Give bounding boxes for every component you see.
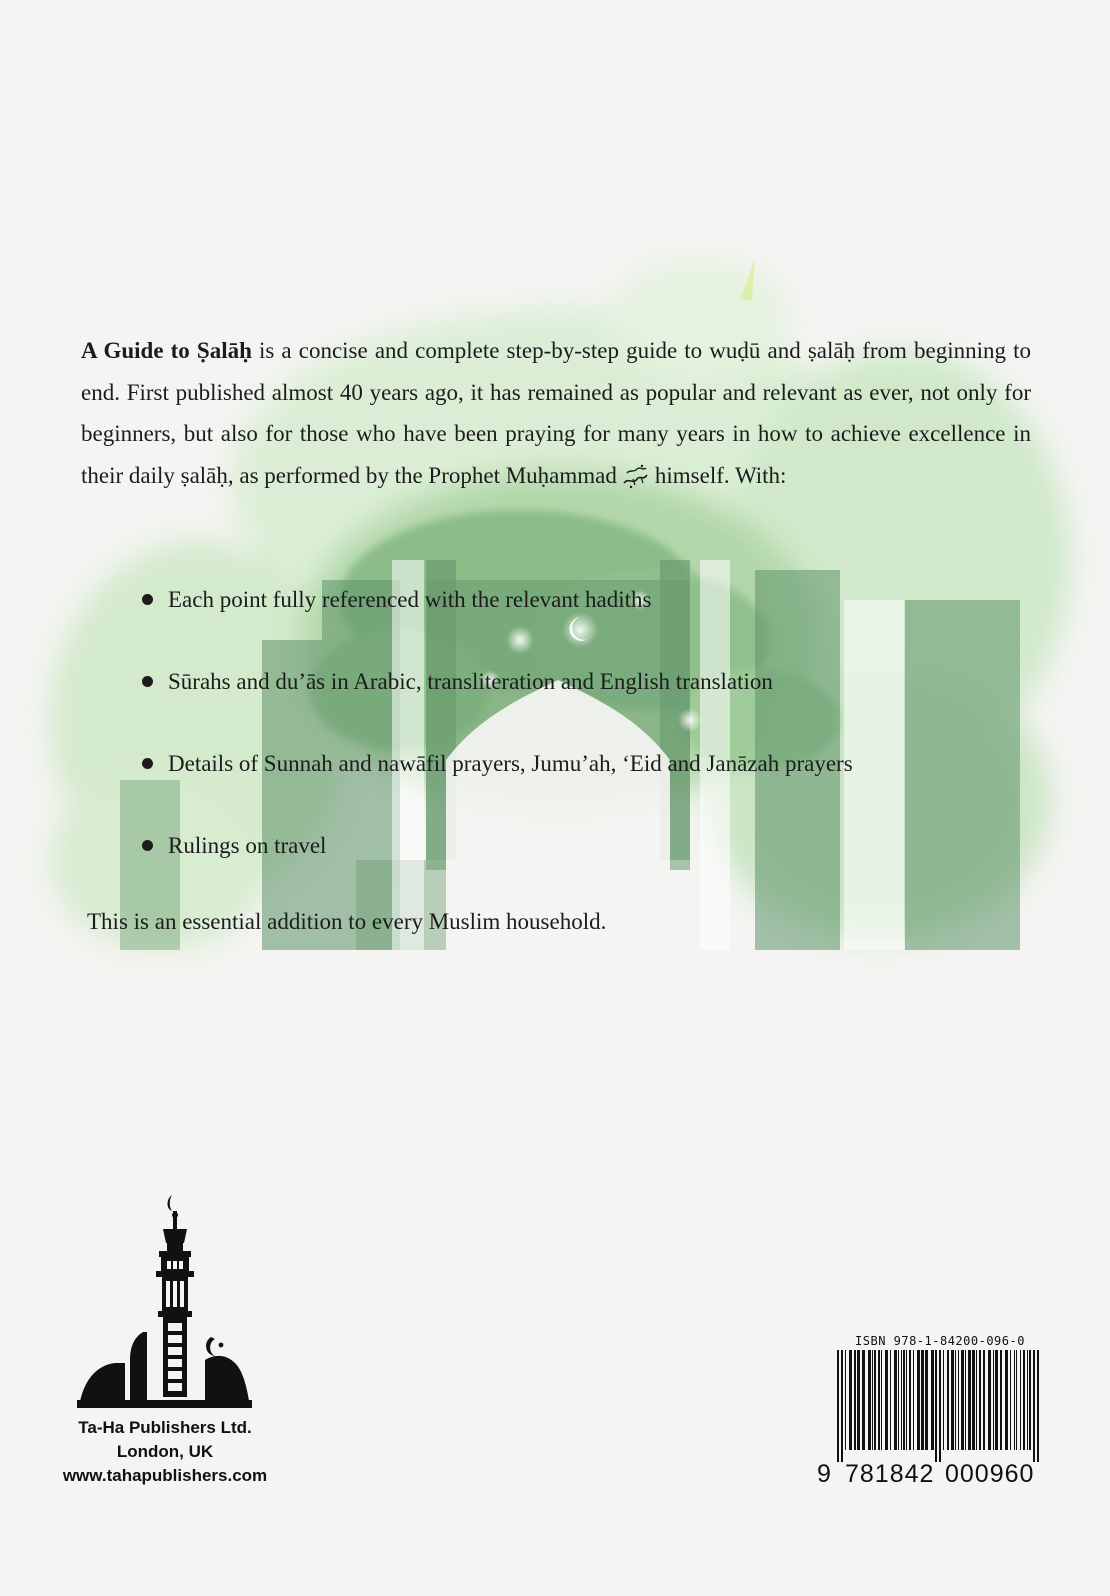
barcode-bar xyxy=(1005,1350,1008,1450)
barcode-bar xyxy=(958,1350,959,1450)
barcode-bar xyxy=(951,1350,954,1450)
barcode-bar xyxy=(961,1350,964,1450)
bullet-icon xyxy=(142,758,153,769)
list-item: Each point fully referenced with the relevant hadiths xyxy=(140,585,1040,667)
barcode-bar xyxy=(995,1350,998,1450)
barcode-bar xyxy=(849,1350,852,1450)
taha-mosque-logo-icon xyxy=(75,1195,255,1410)
barcode-bar xyxy=(1027,1350,1028,1450)
barcode-bar xyxy=(906,1350,907,1450)
barcode-bar xyxy=(903,1350,905,1450)
barcode-bar xyxy=(890,1350,891,1450)
barcode-bar xyxy=(885,1350,888,1450)
list-item: Details of Sunnah and nawāfil prayers, Jumu’ah, ‘Eid and Janāzah prayers xyxy=(140,749,1040,831)
barcode-bar xyxy=(841,1350,843,1462)
barcode-bar xyxy=(921,1350,924,1450)
barcode-bar xyxy=(837,1350,839,1462)
bullet-icon xyxy=(142,594,153,605)
bullet-icon xyxy=(142,840,153,851)
barcode-bar xyxy=(1020,1350,1021,1450)
barcode-bar xyxy=(868,1350,871,1450)
isbn-label: ISBN 978-1-84200-096-0 xyxy=(855,1334,1025,1348)
barcode-bar xyxy=(947,1350,949,1450)
peace-be-upon-him-calligraphy-icon xyxy=(621,463,651,489)
barcode-bar xyxy=(854,1350,856,1450)
barcode-bar xyxy=(874,1350,876,1450)
barcode-bar xyxy=(913,1350,914,1450)
barcode-bar xyxy=(845,1350,846,1450)
barcode-digits-left: 781842 xyxy=(845,1460,935,1488)
barcode-bar xyxy=(1037,1350,1039,1462)
barcode-bar xyxy=(1014,1350,1015,1450)
barcode-bar xyxy=(878,1350,880,1450)
barcode-bar xyxy=(872,1350,873,1450)
barcode-bar xyxy=(939,1350,941,1462)
description-text-end: himself. With: xyxy=(654,462,787,488)
barcode-bar xyxy=(935,1350,937,1462)
barcode-bar xyxy=(862,1350,865,1450)
barcode-bar xyxy=(1000,1350,1002,1450)
barcode-bar xyxy=(857,1350,860,1450)
barcode-bar xyxy=(983,1350,985,1450)
description-text: is a concise and complete step-by-step guide to wuḍū and ṣalāḥ from beginning to end. First published almost 40 years ago, it has remained as popular and relevant as ever, not only for beginners, but also for those who have been praying for many years in how to achieve excellence in their daily ṣalāḥ, as performed by the Prophet Muḥammad xyxy=(81,338,1031,488)
barcode-bar xyxy=(979,1350,981,1450)
publisher-name: Ta-Ha Publishers Ltd. xyxy=(78,1418,252,1437)
barcode-bar xyxy=(917,1350,920,1450)
barcode-bar xyxy=(972,1350,975,1450)
list-item: Sūrahs and du’ās in Arabic, transliteration and English translation xyxy=(140,667,1040,749)
book-description xyxy=(81,330,1031,496)
barcode-bar xyxy=(894,1350,897,1450)
barcode-bar xyxy=(909,1350,911,1450)
barcode-image xyxy=(835,1350,1045,1462)
barcode-digits xyxy=(817,1460,1045,1492)
barcode-bar xyxy=(1029,1350,1031,1450)
barcode-bar xyxy=(898,1350,899,1450)
barcode-bar xyxy=(988,1350,991,1450)
barcode-bar xyxy=(1023,1350,1025,1450)
publisher-website: www.tahapublishers.com xyxy=(62,1466,268,1485)
barcode-digits-right: 000960 xyxy=(945,1460,1035,1488)
barcode-bar xyxy=(1016,1350,1017,1450)
list-item: Rulings on travel xyxy=(140,831,1040,913)
book-title: A Guide to Ṣalāḥ xyxy=(81,338,252,363)
barcode-bar xyxy=(955,1350,956,1450)
bullet-icon xyxy=(142,676,153,687)
feature-list xyxy=(140,585,1040,913)
closing-statement: This is an essential addition to every Muslim household. xyxy=(87,909,607,934)
barcode-bar xyxy=(901,1350,902,1450)
publisher-block xyxy=(50,1195,280,1488)
barcode-bar xyxy=(976,1350,977,1450)
barcode-bar xyxy=(943,1350,944,1450)
barcode-bar xyxy=(925,1350,928,1450)
barcode-bar xyxy=(968,1350,971,1450)
barcode-bar xyxy=(881,1350,882,1450)
barcode-bar xyxy=(1033,1350,1035,1462)
isbn-barcode-block xyxy=(817,1332,1045,1492)
barcode-bar xyxy=(1010,1350,1011,1450)
barcode-bar xyxy=(965,1350,966,1450)
barcode-bar xyxy=(993,1350,994,1450)
barcode-digit-first: 9 xyxy=(817,1460,831,1488)
barcode-bar xyxy=(931,1350,934,1450)
publisher-location: London, UK xyxy=(116,1442,214,1461)
